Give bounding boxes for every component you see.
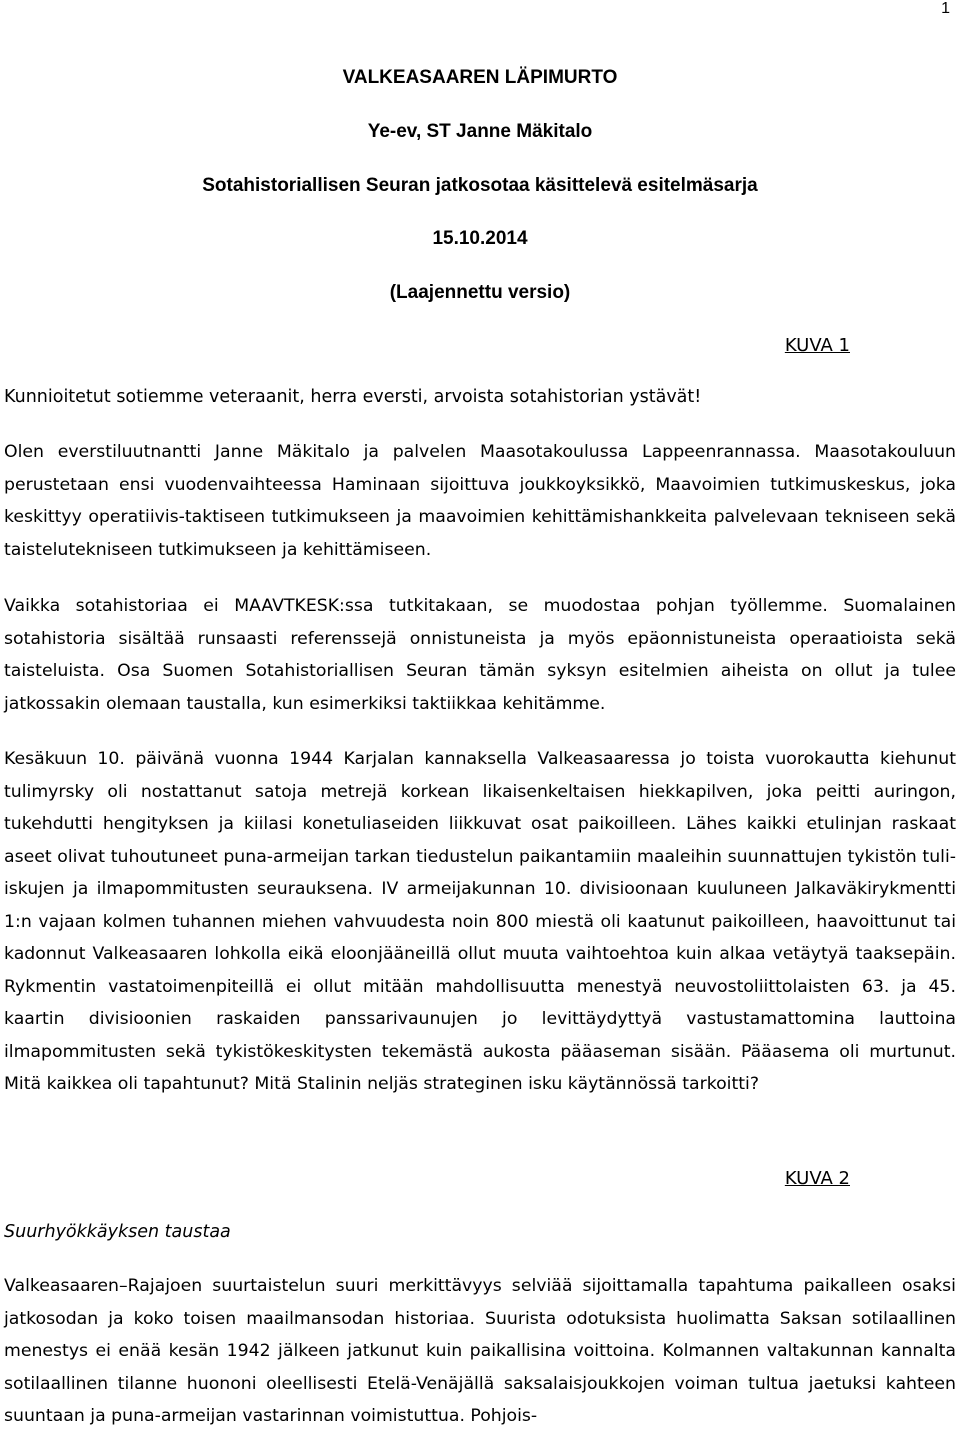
paragraph-2: Vaikka sotahistoriaa ei MAAVTKESK:ssa tutkitakaan, se muodostaa pohjan työllemme. Suomalainen sotahistoria sisältää runsaasti referenssejä onnistuneista ja myös epäonnistuneista operaatioista sekä taisteluista. Osa Suomen Sotahistoriallisen Seuran tämän syksyn esitelmien aiheista on ollut ja tulee jatkossakin olemaan taustalla, kun esimerkiksi taktiikkaa kehitämme. (4, 596, 956, 714)
section-heading: Suurhyökkäyksen taustaa (4, 1222, 231, 1242)
paragraph-4: Valkeasaaren–Rajajoen suurtaistelun suuri merkittävyys selviää sijoittamalla tapahtuma paikalleen osaksi jatkosodan ja koko toisen maailmansodan historiaa. Suurista odotuksista huolimatta Saksan sotilaallinen menestys ei enää kesän 1942 jälkeen jatkunut kuin paikallisina voittoina. Kolmannen valtakunnan kannalta sotilaallinen tilanne huononi oleellisesti Etelä-Venäjällä saksalaisjoukkojen voiman tultua jaetuksi kahteen suuntaan ja puna-armeijan vastarinnan voimistuttua. Pohjois- (4, 1276, 956, 1426)
figure-ref-1: KUVA 1 (784, 335, 850, 356)
paragraph-intro (4, 436, 956, 566)
document-title: VALKEASAAREN LÄPIMURTO (342, 67, 618, 88)
section-body (4, 1270, 956, 1433)
paragraph-1: Olen everstiluutnantti Janne Mäkitalo ja palvelen Maasotakoulussa Lappeenrannassa. Maasotakouluun perustetaan ensi vuodenvaihteessa Haminaan sijoittuva joukkoyksikkö, Maavoimien tutkimuskeskus, joka keskittyy operatiivis-taktiseen tutkimukseen ja maavoimien kehittämishankkeita palvelevaan tekniseen sekä taistelutekniseen tutkimukseen ja kehittämiseen. (4, 442, 956, 560)
author-line: Ye-ev, ST Janne Mäkitalo (367, 121, 593, 142)
page-number: 1 (941, 0, 950, 17)
version-line: (Laajennettu versio) (389, 282, 571, 303)
paragraph-narrative (4, 743, 956, 1101)
figure-ref-2: KUVA 2 (784, 1168, 850, 1189)
greeting: Kunnioitetut sotiemme veteraanit, herra eversti, arvoista sotahistorian ystävät! (4, 387, 702, 407)
series-line: Sotahistoriallisen Seuran jatkosotaa käsittelevä esitelmäsarja (202, 175, 758, 196)
paragraph-3: Kesäkuun 10. päivänä vuonna 1944 Karjalan kannaksella Valkeasaaressa jo toista vuorokautta kiehunut tulimyrsky oli nostattanut satoja metrejä korkean likaisenkeltaisen hiekkapilven, joka peitti auringon, tukehdutti hengityksen ja kiilasi konetuliaseiden liikkuvat osat paikoilleen. Lähes kaikki etulinjan raskaat aseet olivat tuhoutuneet puna-armeijan tarkan tiedustelun paikantamiin maaleihin suunnattujen tykistön tuli-iskujen ja ilmapommitusten seurauksena. IV armeijakunnan 10. divisioonaan kuuluneen Jalkaväkirykmentti 1:n vajaan kolmen tuhannen miehen vahvuudesta noin 800 miestä oli kaatunut paikoilleen, haavoittunut tai kadonnut Valkeasaaren lohkolla eikä eloonjääneillä ollut muuta vaihtoehtoa kuin alkaa vetäytyä taaksepäin. Rykmentin vastatoimenpiteillä ei ollut mitään mahdollisuutta menestyä neuvostoliittolaisten 63. ja 45. kaartin divisioonien raskaiden panssarivaunujen jo levittäydyttyä vastustamattomina lauttoina ilmapommitusten sekä tykistökeskitysten tekemästä aukosta pääaseman sisään. Pääasema oli murtunut. Mitä kaikkea oli tapahtunut? Mitä Stalinin neljäs strateginen isku käytännössä tarkoitti? (4, 749, 956, 1094)
paragraph-context (4, 590, 956, 720)
date-line: 15.10.2014 (432, 228, 528, 249)
